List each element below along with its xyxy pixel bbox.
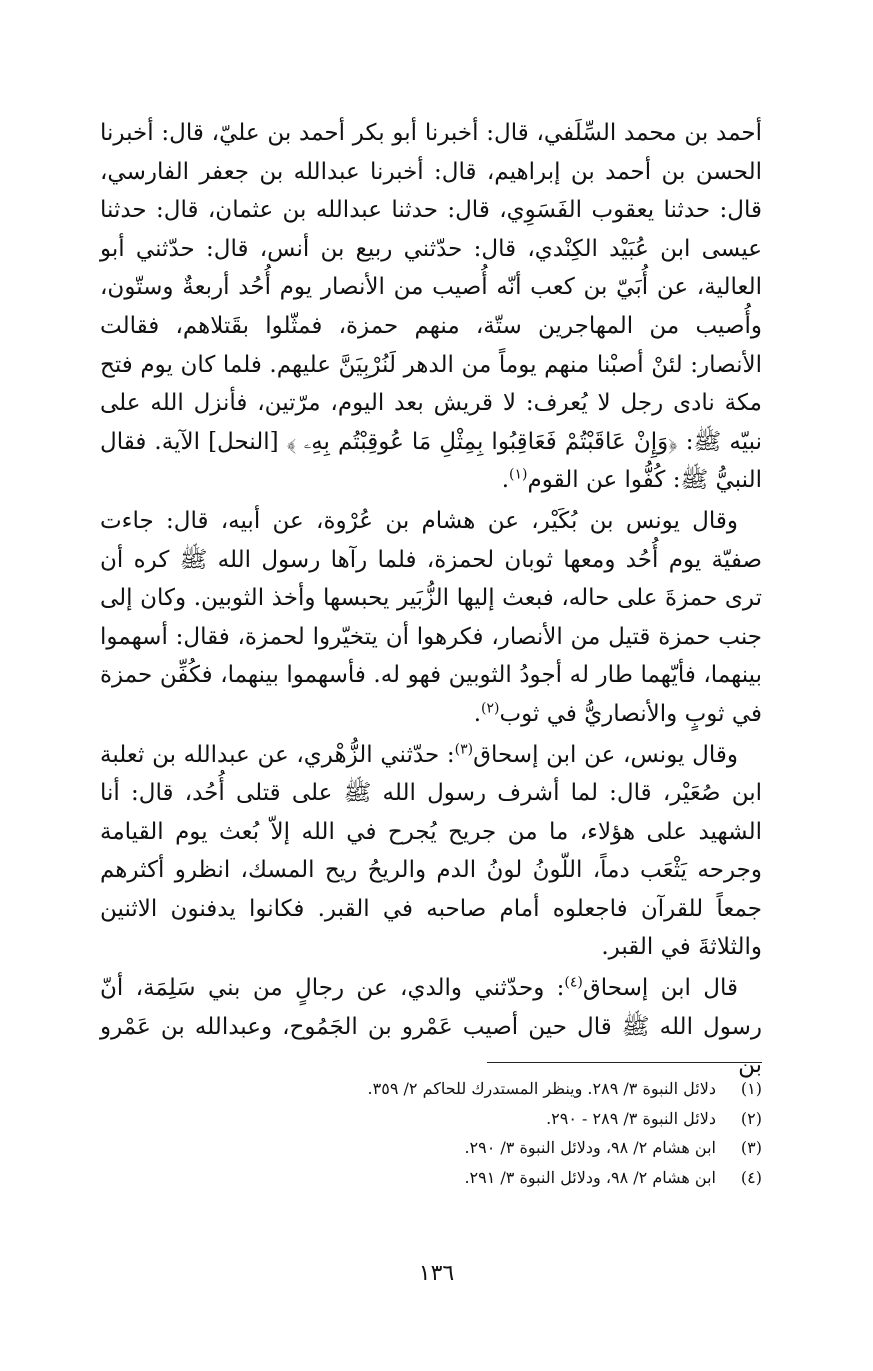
paragraph-4 xyxy=(100,969,762,1085)
footnote-ref-3: (٣) xyxy=(454,740,474,757)
footnote-text: دلائل النبوة ٣/ ٢٨٩ - ٢٩٠. xyxy=(546,1108,716,1128)
paragraph-1-end: . xyxy=(501,467,510,494)
footnote-text: ابن هشام ٢/ ٩٨، ودلائل النبوة ٣/ ٢٩١. xyxy=(464,1167,716,1187)
footnote-ref-1: (١) xyxy=(509,466,528,483)
paragraph-3 xyxy=(100,736,762,968)
footnote-item xyxy=(100,1074,762,1104)
footnote-number: (١) xyxy=(740,1079,762,1098)
paragraph-2-text: وقال يونس بن بُكَيْر، عن هشام بن عُرْوة، عن أبيه، قال: جاءت صفيّة يوم أُحُد ومعها ثوبان لحمزة، فلما رآها رسول الله ﷺ كره أن ترى حمزةَ على حاله، فبعث إليها الزُّبَير يحبسها وأخذ الثوبين. وكان إلى جنب حمزة قتيل من الأنصار، فكرهوا أن يتخيّروا لحمزة، فقال: أسهموا بينهما، فأيّهما طار له أجودُ الثوبين فهو له. فأسهموا بينهما، فكُفِّن حمزة في ثوبٍ والأنصاريُّ في ثوب xyxy=(100,507,762,727)
footnote-item xyxy=(100,1163,762,1193)
footnote-ref-4: (٤) xyxy=(564,974,583,991)
footnote-text: دلائل النبوة ٣/ ٢٨٩. وينظر المستدرك للحاكم ٢/ ٣٥٩. xyxy=(367,1079,716,1098)
footnote-item xyxy=(100,1133,762,1163)
main-text-block xyxy=(100,114,762,1085)
paragraph-4-text-after: : وحدّثني والدي، عن رجالٍ من بني سَلِمَة، أنّ رسول الله ﷺ قال حين أصيب عَمْرو بن الجَمُوح، وعبدالله بن عَمْرو بن xyxy=(100,975,762,1079)
footnote-item xyxy=(100,1104,762,1134)
footnote-text: ابن هشام ٢/ ٩٨، ودلائل النبوة ٣/ ٢٩٠. xyxy=(464,1138,716,1157)
footnotes-list xyxy=(100,1074,762,1192)
footnote-divider xyxy=(487,1062,762,1063)
paragraph-1 xyxy=(100,114,762,500)
paragraph-3-text-after: : حدّثني الزُّهْري، عن عبدالله بن ثعلبة ابن صُعَيْر، قال: لما أشرف رسول الله ﷺ على قتلى أُحُد، قال: أنا الشهيد على هؤلاء، ما من جريح يُجرح في الله إلاّ بُعث يوم القيامة وجرحه يَثْعَب دماً، اللّونُ لونُ الدم والريحُ ريح المسك، انظرو أكثرهم جمعاً للقرآن فاجعلوه أمام صاحبه في القبر. فكانوا يدفنون الاثنين والثلاثةَ في القبر. xyxy=(100,741,762,961)
paragraph-2 xyxy=(100,502,762,734)
footnote-number: (٣) xyxy=(740,1138,762,1157)
footnote-number: (٤) xyxy=(740,1167,762,1187)
footnote-number: (٢) xyxy=(740,1108,762,1128)
paragraph-3-text-before: وقال يونس، عن ابن إسحاق xyxy=(473,741,738,768)
footnote-ref-2: (٢) xyxy=(481,700,500,717)
paragraph-4-text-before: قال ابن إسحاق xyxy=(582,975,738,1002)
paragraph-2-end: . xyxy=(473,700,481,727)
paragraph-1-text: أحمد بن محمد السِّلَفي، قال: أخبرنا أبو بكر أحمد بن عليّ، قال: أخبرنا الحسن بن أحمد بن إبراهيم، قال: أخبرنا عبدالله بن جعفر الفارسي، قال: حدثنا يعقوب الفَسَوِي، قال: حدثنا عبدالله بن عثمان، قال: حدثنا عيسى ابن عُبَيْد الكِنْدي، قال: حدّثني ربيع بن أنس، قال: حدّثني أبو العالية، عن أُبَيّ بن كعب أنّه أُصيب من الأنصار يوم أُحُد أربعةٌ وستّون، وأُصيب من المهاجرين ستّة، منهم حمزة، فمثّلوا بقَتلاهم، فقالت الأنصار: لئنْ أصبْنا منهم يوماً من الدهر لَنُرْبِيَنَّ عليهم. فلما كان يوم فتح مكة نادى رجل لا يُعرف: لا قريش بعد اليوم، مرّتين، فأنزل الله على نبيّه ﷺ: ﴿وَإِنْ عَاقَبْتُمْ فَعَاقِبُوا بِمِثْلِ مَا عُوقِبْتُم بِهِۦ ﴾ [النحل] الآية. فقال النبيُّ ﷺ: كُفُّوا عن القوم xyxy=(100,120,762,494)
page-number: ١٣٦ xyxy=(418,1261,455,1286)
